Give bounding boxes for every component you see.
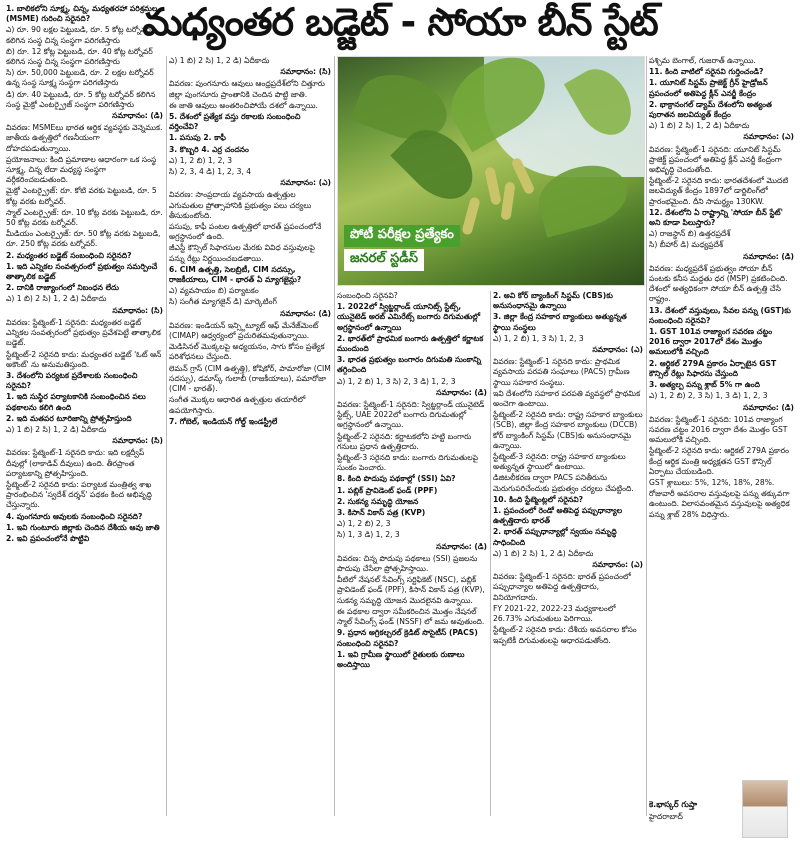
col2-paragraph: సంగీత మొక్కల ఆధారిత ఉత్పత్తుల తయారీలో ఉపయోగిస్తారు. xyxy=(169,395,306,415)
col1-paragraph: ఎ) 1 బి) 2 సి) 1, 2 డి) ఏదీకాదు xyxy=(6,294,107,304)
col5-paragraph: 1. GST 101వ రాజ్యాంగ సవరణ చట్టం 2016 ద్వారా 2017లో దేశం మొత్తం అమలులోకి వచ్చింది xyxy=(649,327,773,357)
col2-paragraph: వివరణ: పుంగనూరు ఆవులు ఆంధ్రప్రదేశ్‌లోని చిత్తూరు జిల్లా పుంగనూరు ప్రాంతానికి చెందిన పొట్టి జాతి. xyxy=(169,79,325,99)
col3-paragraph: 2. సుకన్య సమృద్ధి యోజన xyxy=(337,496,419,506)
column-divider xyxy=(166,56,167,816)
col5-paragraph: 12. దేశంలోని ఏ రాష్ట్రాన్ని 'సోయా బీన్ స్టేట్' అని కూడా పిలుస్తారు? xyxy=(649,207,783,228)
col3-paragraph: 1. 2022లో స్విట్జర్లాండ్ యూనిట్స్ స్టేట్స్, యునైటెడ్ అరబ్ ఎమిరేట్స్ బంగారు దిగుమతుల్లో అగ్రస్థానంలో ఉన్నాయి xyxy=(337,302,481,332)
col2-paragraph: 7. గోబెల్, ఇండియన్ గోల్డ్ ఇండస్ట్రీలే xyxy=(169,416,278,426)
column-5 xyxy=(649,56,794,816)
col5-paragraph: వివరణ: మధ్యప్రదేశ్ ప్రభుత్వం సోయా బీన్ పంటకు కనీస మద్దతు ధర (MSP) ప్రకటించింది. దేశంలో అత్యధికంగా సోయా బీన్ ఉత్పత్తి చేసే రాష్ట్రం. xyxy=(649,263,788,304)
col1-paragraph: స్టేట్మెంట్-2 సరైనది కాదు: మధ్యంతర బడ్జెట్ 'ఓట్ ఆన్ అకౌంట్' ను అనుమతిస్తుంది. xyxy=(6,349,162,369)
col1-paragraph: వివరణ: MSMEలు భారత ఆర్థిక వ్యవస్థకు వెన్నెముక. జాతీయ ఉత్పత్తిలో గణనీయంగా దోహదపడుతున్నాయి. xyxy=(6,123,163,153)
col5-paragraph: సమాధానం: (డి) xyxy=(743,402,794,412)
author-photo xyxy=(742,780,788,838)
col1-paragraph: 3. దేశంలోని పర్యటక ప్రదేశాలకు సంబంధించి సరైనవి? xyxy=(6,370,138,391)
col2-paragraph: వివరణ: సాంప్రదాయ వ్యవసాయ ఉత్పత్తుల ఎగుమతుల ప్రోత్సాహానికి ప్రభుత్వం పలు చర్యలు తీసుకుంటోంది. xyxy=(169,190,312,220)
col5-paragraph: సమాధానం: (డి) xyxy=(743,251,794,261)
soybean-photo xyxy=(337,56,645,286)
col1-paragraph: ప్రయోజనాలు: కింది ప్రమాణాల ఆధారంగా ఒక సంస్థ సూక్ష్మ, చిన్న లేదా మధ్యస్థ సంస్థగా వర్గీకరించబడుతుంది. xyxy=(6,154,157,185)
col3-paragraph: వివరణ: స్టేట్మెంట్-1 సరైనది: స్విట్జర్లాండ్ యునైటెడ్ స్టేట్స్, UAE 2022లో బంగారు దిగుమతుల్లో అగ్రస్థానంలో ఉన్నాయి. xyxy=(337,400,485,430)
col5-paragraph: GST శ్లాబులు: 5%, 12%, 18%, 28%. xyxy=(649,477,775,487)
col4-paragraph: 2. అవి కోర్ బ్యాంకింగ్ సిస్టమ్ (CBS)కు అనుసంధానమై ఉన్నాయి xyxy=(493,291,613,311)
col3-paragraph: సి) 1, 3 డి) 1, 2, 3 xyxy=(337,530,400,540)
col3-paragraph: ఎ) 1, 2 బి) 2, 3 xyxy=(337,519,391,529)
col2-paragraph: సమాధానం: (ఎ) xyxy=(280,178,331,188)
col5-paragraph: 2. భాక్రానంగల్ డ్యామ్ దేశంలోని అత్యంత పురాతన జలవిద్యుత్ కేంద్రం xyxy=(649,99,772,120)
col1-paragraph: మీడియం ఎంటర్ప్రైజ్: రూ. 50 కోట్ల వరకు పెట్టుబడి, రూ. 250 కోట్ల వరకు టర్నోవర్. xyxy=(6,229,161,249)
col3-paragraph: 3. భారత ప్రభుత్వం బంగారం దిగుమతి సుంకాన్ని తగ్గించింది xyxy=(337,355,482,375)
col5-paragraph: వివరణ: స్టేట్మెంట్-1 సరైనది: 101వ రాజ్యాంగ సవరణ చట్టం 2016 ద్వారా దేశం మొత్తం GST అమలులోకి వచ్చింది. xyxy=(649,414,788,445)
col5-paragraph: ఎ) రాజస్థాన్ బి) ఉత్తరప్రదేశ్ xyxy=(649,229,731,239)
col1-paragraph: 2. దానికి రాజ్యాంగంలో నిబంధన లేదు xyxy=(6,283,119,293)
col5-paragraph: 11. కింది వాటిలో సరైనవి గుర్తించండి? xyxy=(649,67,764,77)
col5-paragraph: వివరణ: స్టేట్మెంట్-1 సరైనది: యూనిట్ సిస్టమ్ ప్రాజెక్ట్ ప్రపంచంలో అతిపెద్ద క్లీన్ ఎనర్జీ కేంద్రంగా అభివృద్ధి చెందుతోంది. xyxy=(649,144,782,175)
col4-paragraph: 1. ప్రపంచంలో రెండో అతిపెద్ద పప్పుధాన్యాల ఉత్పత్తిదారు భారత్ xyxy=(493,506,623,526)
col1-paragraph: బి) రూ. 12 కోట్ల పెట్టుబడి, రూ. 40 కోట్ల టర్నోవర్ కలిగిన సంస్థ చిన్న సంస్థగా పరిగణిస్తారు xyxy=(6,46,153,67)
col1-paragraph: 2. ఇవి ప్రపంచంలోనే పొట్టివి xyxy=(6,533,90,543)
col5-paragraph: పశ్చిమ బెంగాల్, గుజరాత్ ఉన్నాయి. xyxy=(649,56,756,65)
col2-paragraph: వివరణ: ఇండియన్ ఇన్స్టిట్యూట్ ఆఫ్ మేనేజ్‌మెంట్ (CIMAP) ఆధ్వర్యంలో ప్రచురితమవుతున్నాయి. xyxy=(169,320,319,341)
col5-paragraph: రోజువారీ అవసరాల వస్తువులపై పన్ను తక్కువగా ఉంటుంది. విలాసవంతమైన వస్తువులపై అత్యధిక పన్ను శ్లాబ్ 28% విధిస్తారు. xyxy=(649,489,790,519)
col2-paragraph: మెడిసినల్ మొక్కలపై అధ్యయనం, సాగు కోసం ప్రత్యేక పరిశోధనలు చేస్తుంది. xyxy=(169,342,325,362)
col1-paragraph: ఎ) రూ. 90 లక్షల పెట్టుబడి, రూ. 5 కోట్ల టర్నోవర్ కలిగిన సంస్థ చిన్న సంస్థగా పరిగణిస్తారు xyxy=(6,25,151,45)
badge-line-1: పోటీ పరీక్షల ప్రత్యేకం xyxy=(344,225,460,247)
col1-paragraph: సి) రూ. 50,000 పెట్టుబడి, రూ. 2 లక్షల టర్నోవర్ ఉన్న సంస్థ సూక్ష్మ సంస్థగా పరిగణిస్తారు xyxy=(6,68,154,88)
col3-paragraph: 2. భారత్‌లో ప్రాధమిక బంగారు ఉత్పత్తిలో కర్ణాటక ముందుంది xyxy=(337,333,484,354)
col5-paragraph: 13. దేశంలో వస్తువులు, సేవల పన్ను (GST)కు సంబంధించి సరైనవి? xyxy=(649,305,791,325)
col5-paragraph: 3. అత్యల్ప పన్ను శ్లాబ్ 5% గా ఉంది xyxy=(649,380,760,390)
col3-paragraph: 1. ఇవి గ్రామీణ స్థాయిలో రైతులకు రుణాలు అందిస్తాయి xyxy=(337,649,465,669)
col2-paragraph: 3. కొబ్బరి 4. ఎర్ర చందనం xyxy=(169,144,249,154)
col2-paragraph: 6. CIM ఉత్పత్తి, సెలబ్రిటీ, CIM సదస్సు, రాజకీయాలు, CIM - భారత్ ఏ మ్యాగజైన్లు? xyxy=(169,264,302,285)
author-name: కె.భాస్కర్ గుప్తా xyxy=(649,800,698,809)
section-badge xyxy=(344,225,460,271)
col2-paragraph: సమాధానం: (సి) xyxy=(280,67,331,77)
col5-paragraph: ఎ) 1 బి) 2 సి) 1, 2 డి) ఏదీకాదు xyxy=(649,121,750,131)
author-box xyxy=(649,776,794,866)
col3-paragraph: వీటిలో నేషనల్ సేవింగ్స్ సర్టిఫికెట్ (NSC), పబ్లిక్ ప్రావిడెంట్ ఫండ్ (PPF), కిసాన్ వికాస్ పత్ర (KVP), సుకన్య సమృద్ధి యోజన మొదలైనవి ఉన్నాయి. xyxy=(337,575,485,605)
col4-paragraph: స్టేట్మెంట్-3 సరైనది: రాష్ట్ర సహకార బ్యాంకులు అత్యున్నత స్థాయిలో ఉంటాయి. xyxy=(493,452,626,472)
col4-paragraph: డిజిటలీకరణ ద్వారా PACS పనితీరును మెరుగుపరిచేందుకు ప్రభుత్వం చర్యలు చేపట్టింది. xyxy=(493,473,634,493)
col1-paragraph: 1. ఇది ఎన్నికల సంవత్సరంలో ప్రభుత్వం సమర్పించే తాత్కాలిక బడ్జెట్ xyxy=(6,261,158,282)
col1-paragraph: వివరణ: స్టేట్మెంట్-1 సరైనది కాదు: ఇది లక్షద్వీప్ దీవుల్లో (లాకాడివ్ దీవులు) ఉంది. తీరప్రాంత పర్యాటకాన్ని ప్రోత్సహిస్తుంది. xyxy=(6,448,145,478)
col2-paragraph: సమాధానం: (డి) xyxy=(280,308,331,318)
col1-paragraph: సమాధానం: (సి) xyxy=(112,436,163,446)
col4-paragraph: స్టేట్మెంట్-2 సరైనది కాదు: రాష్ట్ర సహకార బ్యాంకులు (SCB), జిల్లా కేంద్ర సహకార బ్యాంకులు (DCCB) కోర్ బ్యాంకింగ్ సిస్టమ్ (CBS)కు అనుసంధానమై ఉన్నాయి. xyxy=(493,410,643,450)
col3-paragraph: 1. పబ్లిక్ ప్రావిడెంట్ ఫండ్ (PPF) xyxy=(337,485,438,495)
col3-paragraph: సమాధానం: (డి) xyxy=(436,387,487,397)
col4-paragraph: సమాధానం: (ఎ) xyxy=(592,560,643,570)
page-headline: మధ్యంతర బడ్జెట్ - సోయా బీన్ స్టేట్ xyxy=(142,0,658,44)
col2-paragraph: ఈ జాతి ఆవులు అంతరించిపోయే దశలో ఉన్నాయి. xyxy=(169,100,318,110)
column-2 xyxy=(169,56,331,816)
col3-paragraph: ఈ పథకాల ద్వారా సమీకరించిన మొత్తం నేషనల్ స్మాల్ సేవింగ్స్ ఫండ్ (NSSF) లో జమ అవుతుంది. xyxy=(337,606,485,627)
col2-paragraph: జీఎస్టీ కౌన్సిల్ సిఫారసుల మేరకు వివిధ వస్తువులపై పన్ను రేట్లు నిర్ణయించబడతాయి. xyxy=(169,243,315,263)
col2-paragraph: సి) సంగీత మ్యాగజైన్ డి) మార్కెటింగ్ xyxy=(169,297,277,307)
col3-paragraph: 8. కింది పొదుపు పథకాల్లో (SSI) ఏవి? xyxy=(337,474,456,484)
col5-paragraph: స్టేట్మెంట్-2 సరైనది కాదు: ఆర్టికల్ 279A ప్రకారం కేంద్ర ఆర్థిక మంత్రి అధ్యక్షతన GST కౌన్సిల్ ఏర్పాటు చేయబడింది. xyxy=(649,446,789,476)
column-divider xyxy=(334,56,335,816)
col4-paragraph: వివరణ: స్టేట్మెంట్-1 సరైనది: భారత్ ప్రపంచంలో పప్పుధాన్యాల అతిపెద్ద ఉత్పత్తిదారు, వినియోగదారు. xyxy=(493,572,631,602)
col3-paragraph: ఎ) 1, 2 బి) 1, 3 సి) 2, 3 డి) 1, 2, 3 xyxy=(337,376,456,386)
col3-paragraph: సంబంధించి సరైనవి? xyxy=(337,291,398,300)
column-1 xyxy=(6,4,163,816)
col1-paragraph: డి) రూ. 40 పెట్టుబడి, రూ. 5 కోట్ల టర్నోవర్ కలిగిన సంస్థ మైక్రో ఎంటర్ప్రైజ్ సంస్థగా పరిగణిస్తారు xyxy=(6,89,156,109)
col4-paragraph: ఇవి దేశంలోని సహకార పరపతి వ్యవస్థలో ప్రాథమిక అంచెగా ఉంటాయి. xyxy=(493,388,641,409)
col2-paragraph: ఎ) 1, 2 బి) 1, 2, 3 xyxy=(169,155,233,165)
column-divider xyxy=(490,291,491,816)
col2-paragraph: సి) 2, 3, 4 డి) 1, 2, 3, 4 xyxy=(169,167,252,177)
col1-paragraph: 1. ఇది సుస్థిర పర్యాటకానికి సంబంధించిన పలు పథకాలను కలిగి ఉంది xyxy=(6,392,146,412)
col1-paragraph: వివరణ: స్టేట్మెంట్-1 సరైనది: మధ్యంతర బడ్జెట్ ఎన్నికల సంవత్సరంలో ప్రభుత్వం ప్రవేశపెట్టే తాత్కాలిక బడ్జెట్. xyxy=(6,317,161,348)
column-3 xyxy=(337,291,487,816)
column-4 xyxy=(493,291,643,816)
col1-paragraph: 2. ఇది మతపర టూరిజాన్ని ప్రోత్సహిస్తుంది xyxy=(6,413,132,423)
column-divider xyxy=(646,56,647,816)
col3-paragraph: స్టేట్మెంట్-2 సరైనది: కర్ణాటకలోని హట్టి బంగారు గనులు ప్రధాన ఉత్పత్తిదారు. xyxy=(337,431,472,451)
col1-paragraph: మైక్రో ఎంటర్ప్రైజ్: రూ. కోటి వరకు పెట్టుబడి, రూ. 5 కోట్ల వరకు టర్నోవర్. xyxy=(6,186,157,206)
col2-paragraph: 1. పసుపు 2. కాఫీ xyxy=(169,133,226,143)
col2-paragraph: ఎ) 1 బి) 2 సి) 1, 2 డి) ఏదీకాదు xyxy=(169,56,270,65)
col3-paragraph: స్టేట్మెంట్-3 సరైనది కాదు: బంగారు దిగుమతులపై సుంకం పెంచారు. xyxy=(337,453,479,473)
col1-paragraph: 2. మధ్యంతర బడ్జెట్ సంబంధించి సరైనది? xyxy=(6,250,132,260)
badge-line-2: జనరల్ స్టడీస్ xyxy=(344,249,424,271)
col4-paragraph: FY 2021-22, 2022-23 మధ్యకాలంలో 26.73% ఎగుమతులు పెరిగాయి. xyxy=(493,603,616,624)
col5-paragraph: ఎ) 1, 2 బి) 2, 3 సి) 1, 3 డి) 1, 2, 3 xyxy=(649,391,768,401)
author-place: హైదరాబాద్ xyxy=(649,812,683,821)
col4-paragraph: వివరణ: స్టేట్మెంట్-1 సరైనది కాదు: ప్రాథమిక వ్యవసాయ పరపతి సంఘాలు (PACS) గ్రామీణ స్థాయి సహకార సంస్థలు. xyxy=(493,357,630,387)
col4-paragraph: ఎ) 1 బి) 2 సి) 1, 2 డి) ఏదీకాదు xyxy=(493,548,594,558)
col1-paragraph: సమాధానం: (డి) xyxy=(112,111,163,121)
col4-paragraph: సమాధానం: (ఎ) xyxy=(592,345,643,355)
col5-paragraph: 1. యూనిట్ సిస్టమ్ ప్రాజెక్ట్ గ్రీన్ హైడ్రోజన్ ప్రపంచంలో అతిపెద్ద క్లీన్ ఎనర్జీ కేంద్రం xyxy=(649,78,768,98)
col1-paragraph: 1. బాలికలోని సూక్ష్మ, చిన్న, మధ్యతరహా పరిశ్రమల (MSME) గురించి సరైనది? xyxy=(6,4,158,24)
col3-paragraph: 3. కిసాన్ వికాస్ పత్ర (KVP) xyxy=(337,508,426,518)
col3-paragraph: వివరణ: చిన్న పొదుపు పథకాలు (SSI) ప్రజలను పొదుపు చేసేలా ప్రోత్సహిస్తాయి. xyxy=(337,553,478,574)
col3-paragraph: సమాధానం: (డి) xyxy=(436,541,487,551)
col4-paragraph: 2. భారత్ పప్పుధాన్యాల్లో స్వయం సమృద్ధి సాధించింది xyxy=(493,527,617,547)
col2-paragraph: ఎ) వ్యవసాయం బి) పర్యాటకం xyxy=(169,286,259,296)
col5-paragraph: 2. ఆర్టికల్ 279A ప్రకారం ఏర్పాటైన GST కౌన్సిల్ రేట్లు సిఫారసు చేస్తుంది xyxy=(649,358,777,378)
col1-paragraph: స్మాల్ ఎంటర్ప్రైజ్: రూ. 10 కోట్ల వరకు పెట్టుబడి, రూ. 50 కోట్ల వరకు టర్నోవర్. xyxy=(6,207,163,228)
col1-paragraph: 1. ఇవి గుంటూరు జిల్లాకు చెందిన దేశీయ ఆవు జాతి xyxy=(6,522,160,532)
col4-paragraph: స్టేట్మెంట్-2 సరైనది కాదు: దేశీయ అవసరాల కోసం ఇప్పటికీ దిగుమతులపై ఆధారపడుతోంది. xyxy=(493,625,637,645)
col2-paragraph: లెమన్ గ్రాస్ (CIM ఉత్పత్తి), కోషికోర్, పామారోజా (CIM సదస్సు), డమాస్క్ గులాబీ (రాజకీయాలు), పమారోజా (CIM - భారత్). xyxy=(169,363,331,394)
col4-paragraph: ఎ) 1, 2 బి) 1, 3 సి) 1, 2, 3 xyxy=(493,333,584,343)
col1-paragraph: స్టేట్మెంట్-2 సరైనది కాదు: పర్యాటక మంత్రిత్వ శాఖ ప్రారంభించిన 'స్వదేశ్ దర్శన్' పథకం కింద అభివృద్ధి చేస్తున్నారు. xyxy=(6,479,152,510)
col4-paragraph: 10. కింది స్టేట్మెంట్లలో సరైనవి? xyxy=(493,494,584,504)
col5-paragraph: స్టేట్మెంట్-2 సరైనది కాదు: భారతదేశంలో మొదటి జలవిద్యుత్ కేంద్రం 1897లో డార్జిలింగ్‌లో ప్రారంభమైంది. దీని సామర్థ్యం 130KW. xyxy=(649,176,789,206)
col5-paragraph: సమాధానం: (ఎ) xyxy=(743,132,794,142)
col2-paragraph: పసుపు, కాఫీ పంటల ఉత్పత్తిలో భారత్ ప్రపంచంలోనే అగ్రస్థానంలో ఉంది. xyxy=(169,222,322,242)
col3-paragraph: 9. ప్రధాన అగ్రికల్చరల్ క్రెడిట్ సొసైటీస్ (PACS) సంబంధించి సరైనవి? xyxy=(337,628,478,648)
col4-paragraph: 3. జిల్లా కేంద్ర సహకార బ్యాంకులు అత్యున్నత స్థాయి సంస్థలు xyxy=(493,312,627,332)
col1-paragraph: ఎ) 1 బి) 2 సి) 1, 2 డి) ఏదీకాదు xyxy=(6,424,107,434)
col1-paragraph: సమాధానం: (సి) xyxy=(112,305,163,315)
col2-paragraph: 5. దేశంలో ప్రత్యేక వస్తు రకాలకు సంబంధించి వర్తించేవి? xyxy=(169,112,301,132)
col1-paragraph: 4. పుంగనూరు ఆవులకు సంబంధించి సరైనది? xyxy=(6,511,143,521)
col5-paragraph: సి) బీహార్ డి) మధ్యప్రదేశ్ xyxy=(649,240,724,250)
